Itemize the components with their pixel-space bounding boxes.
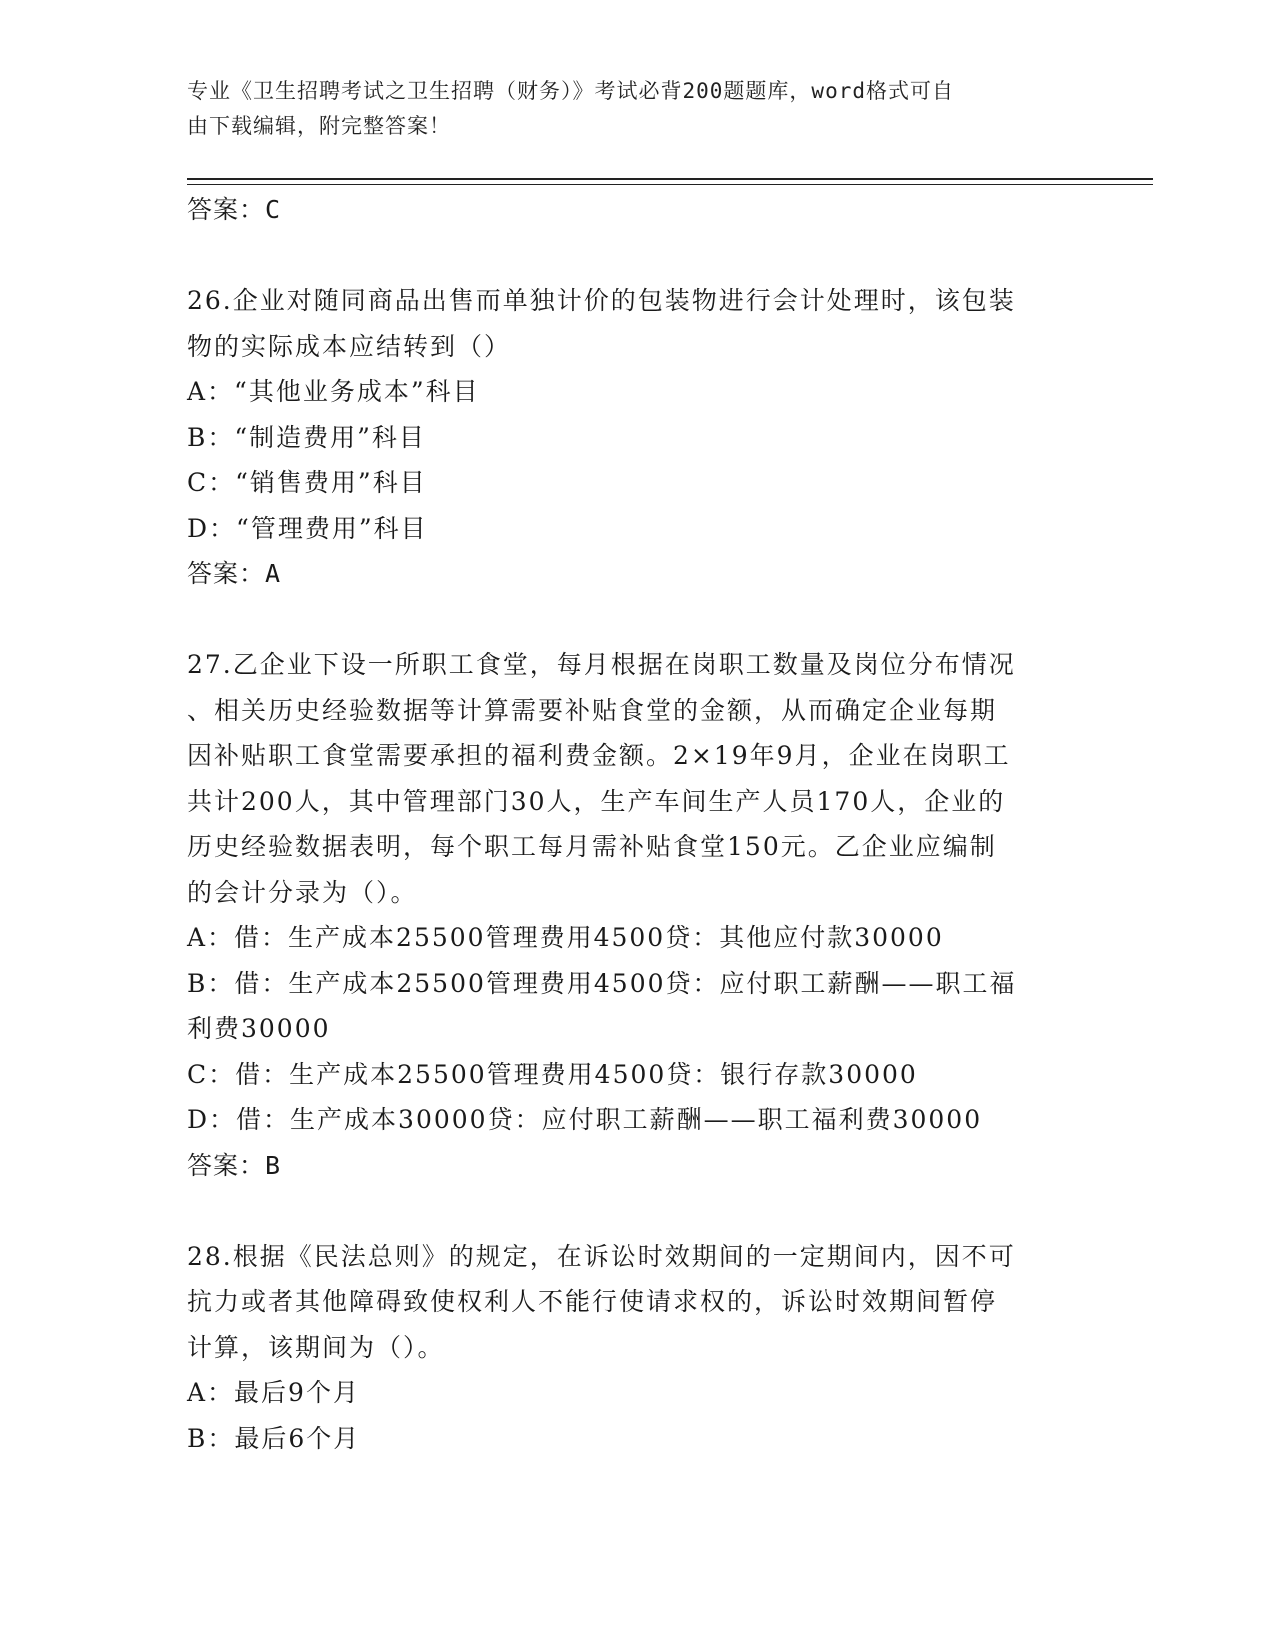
header-divider-thin: [187, 184, 1153, 185]
option-a: A：借：生产成本25500管理费用4500贷：其他应付款30000: [187, 923, 944, 952]
option-b-continued: 利费30000: [187, 1014, 331, 1043]
option-b: B：借：生产成本25500管理费用4500贷：应付职工薪酬——职工福: [187, 968, 1017, 998]
answer-value: A: [265, 559, 282, 588]
option-d: D：借：生产成本30000贷：应付职工薪酬——职工福利费30000: [187, 1105, 983, 1134]
header-line-1: 专业《卫生招聘考试之卫生招聘（财务）》考试必背200题题库，word格式可自: [187, 79, 954, 103]
option-b: B：“制造费用”科目: [187, 422, 426, 452]
spacer: [187, 233, 1087, 279]
header-line-2: 由下载编辑，附完整答案！: [187, 114, 451, 138]
option-a: A：最后9个月: [187, 1378, 360, 1407]
answer-line: [187, 551, 1087, 597]
question-text: 26.企业对随同商品出售而单独计价的包装物进行会计处理时，该包装: [187, 286, 1016, 315]
answer-label: 答案：: [187, 559, 266, 588]
answer-label: 答案：: [187, 1150, 266, 1180]
answer-label: 答案：: [187, 195, 266, 224]
option-d: D：“管理费用”科目: [187, 513, 428, 543]
question-text: 因补贴职工食堂需要承担的福利费金额。2×19年9月，企业在岗职工: [187, 741, 1011, 770]
question-block: [187, 278, 1087, 597]
question-text: 27.乙企业下设一所职工食堂，每月根据在岗职工数量及岗位分布情况: [187, 650, 1016, 679]
question-text: 物的实际成本应结转到（）: [187, 331, 512, 361]
document-body: [187, 187, 1087, 1461]
question-text: 计算，该期间为（）。: [187, 1332, 445, 1362]
option-a: A：“其他业务成本”科目: [187, 377, 480, 406]
answer-line: [187, 1143, 1087, 1189]
question-text: 28.根据《民法总则》的规定，在诉讼时效期间的一定期间内，因不可: [187, 1241, 1016, 1271]
question-text: 的会计分录为（）。: [187, 877, 418, 907]
answer-line: [187, 187, 1087, 233]
question-text: 历史经验数据表明，每个职工每月需补贴食堂150元。乙企业应编制: [187, 832, 997, 861]
question-block: [187, 1234, 1087, 1462]
spacer: [187, 597, 1087, 643]
document-header: [187, 74, 1067, 144]
answer-value: B: [265, 1150, 282, 1180]
question-text: 共计200人，其中管理部门30人，生产车间生产人员170人，企业的: [187, 786, 1006, 816]
option-c: C：借：生产成本25500管理费用4500贷：银行存款30000: [187, 1059, 918, 1089]
spacer: [187, 1188, 1087, 1234]
question-text: 抗力或者其他障碍致使权利人不能行使请求权的，诉讼时效期间暂停: [187, 1287, 998, 1316]
question-text: 、相关历史经验数据等计算需要补贴食堂的金额，从而确定企业每期: [187, 695, 998, 725]
header-divider-thick: [187, 178, 1153, 180]
question-block: [187, 642, 1087, 1188]
answer-value: C: [265, 195, 282, 224]
option-c: C：“销售费用”科目: [187, 468, 427, 497]
option-b: B：最后6个月: [187, 1423, 361, 1453]
